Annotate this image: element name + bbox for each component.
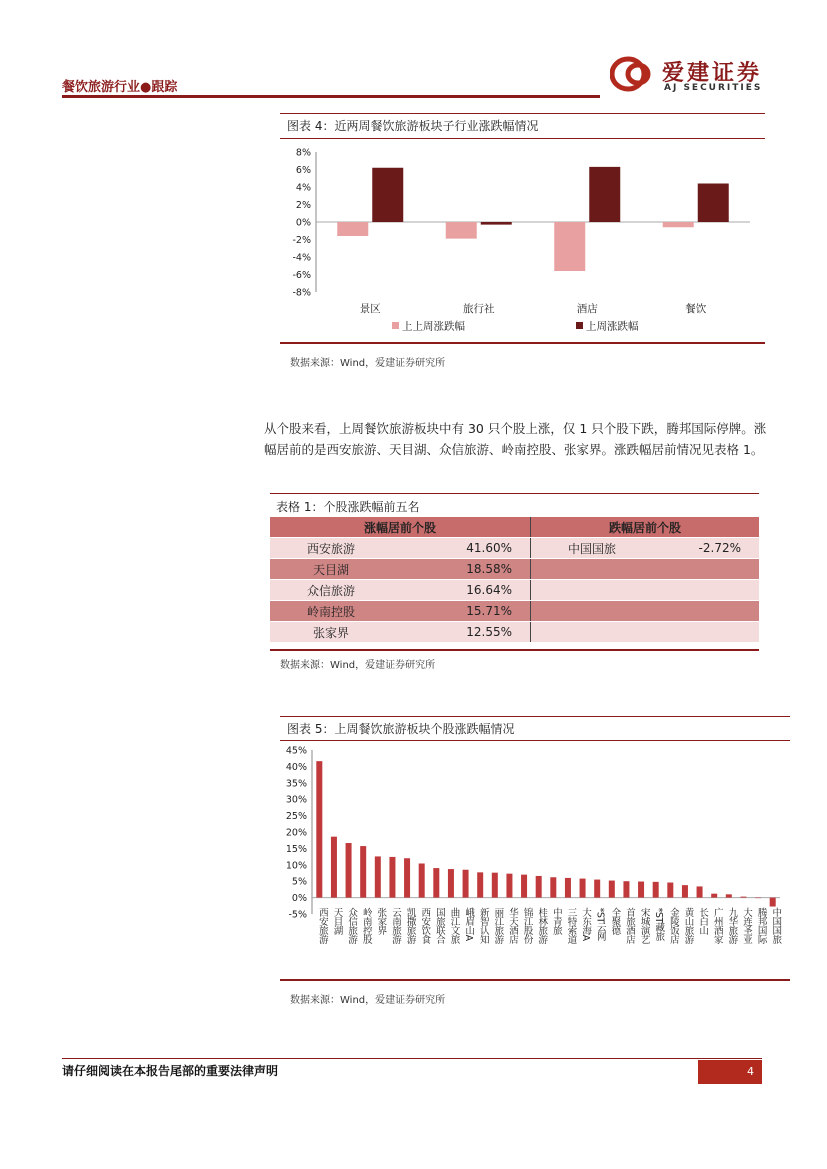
- x-tick-label: 峨眉山A: [463, 907, 475, 941]
- footer-rule: [62, 1058, 762, 1059]
- x-tick-label: 西安饮食: [419, 907, 431, 944]
- y-tick-label: 35%: [285, 778, 307, 790]
- x-tick-label: 腾邦国际: [755, 907, 767, 944]
- y-tick-label: 40%: [285, 761, 307, 773]
- table-header-row: [270, 517, 759, 538]
- stock-bar: [463, 870, 469, 898]
- bar-prev-week: [663, 222, 694, 227]
- stock-bar: [389, 857, 395, 898]
- x-tick-label: 首旅酒店: [623, 907, 635, 944]
- down-name: [531, 601, 654, 622]
- x-tick-label: *ST云网: [594, 907, 606, 941]
- fig5-chart: [280, 742, 790, 978]
- y-tick-label: 8%: [295, 147, 311, 159]
- stock-bar: [346, 843, 352, 898]
- up-value: 16.64%: [392, 580, 531, 601]
- down-value: [653, 622, 759, 643]
- x-tick-label: 中国国旅: [770, 907, 782, 944]
- stock-bar: [711, 894, 717, 898]
- down-name: [531, 622, 654, 643]
- bar-prev-week: [554, 222, 585, 271]
- up-name: 众信旅游: [270, 580, 392, 601]
- page-number: 4: [698, 1060, 762, 1084]
- top5-table: [270, 517, 759, 643]
- x-tick-label: 新智认知: [477, 907, 489, 944]
- logo-text-en: AJ SECURITIES: [664, 83, 763, 93]
- up-name: 西安旅游: [270, 538, 392, 559]
- legend-swatch: [576, 322, 583, 329]
- y-tick-label: 10%: [285, 860, 307, 872]
- down-name: 中国国旅: [531, 538, 654, 559]
- stock-bar: [697, 886, 703, 897]
- stock-bar: [682, 885, 688, 897]
- stock-bar: [404, 858, 410, 897]
- x-tick-label: 旅行社: [463, 303, 495, 315]
- up-name: 张家界: [270, 622, 392, 643]
- body-paragraph: 从个股来看，上周餐饮旅游板块中有 30 只个股上涨，仅 1 只个股下跌，腾邦国际停牌。涨幅居前的是西安旅游、天目湖、众信旅游、岭南控股、张家界。涨跌幅居前情况见表格 1。: [264, 421, 767, 457]
- x-tick-label: 中青旅: [550, 907, 562, 935]
- logo-text-cn: 爱建证券: [662, 60, 763, 86]
- up-name: 天目湖: [270, 559, 392, 580]
- up-value: 12.55%: [392, 622, 531, 643]
- fig5-title-rule: [280, 740, 790, 741]
- brand-logo: [610, 56, 770, 96]
- y-tick-label: 20%: [285, 827, 307, 839]
- y-tick-label: 0%: [295, 217, 311, 229]
- x-tick-label: 黄山旅游: [682, 907, 694, 944]
- stock-bar: [448, 869, 454, 898]
- x-tick-label: 金陵饭店: [667, 907, 679, 944]
- header-title: 餐饮旅游行业●跟踪: [62, 80, 178, 95]
- down-value: [653, 601, 759, 622]
- stock-bar: [755, 898, 761, 899]
- y-tick-label: -8%: [292, 287, 311, 299]
- stock-bar: [536, 876, 542, 898]
- stock-bar: [609, 881, 615, 898]
- legend-label: 上周涨跌幅: [586, 320, 639, 333]
- stock-bar: [316, 761, 322, 897]
- bar-prev-week: [337, 222, 368, 236]
- stock-bar: [580, 879, 586, 898]
- x-tick-label: 桂林旅游: [536, 907, 548, 944]
- stock-bar: [492, 873, 498, 898]
- x-tick-label: 景区: [359, 303, 381, 315]
- x-tick-label: *ST藏旅: [653, 907, 665, 941]
- stock-bar: [770, 898, 776, 907]
- y-tick-label: 6%: [295, 165, 311, 176]
- fig4-title: 图表 4：近两周餐饮旅游板块子行业涨跌幅情况: [287, 119, 539, 133]
- table1-source: 数据来源：Wind，爱建证券研究所: [280, 660, 436, 671]
- bar-last-week: [481, 222, 512, 225]
- logo-mark-icon: [610, 56, 658, 92]
- up-value: 18.58%: [392, 559, 531, 580]
- stock-bar: [419, 863, 425, 897]
- stock-bar: [565, 878, 571, 898]
- x-tick-label: 广州酒家: [711, 907, 723, 944]
- x-tick-label: 九华旅游: [726, 907, 738, 944]
- down-value: -2.72%: [653, 538, 759, 559]
- header-rule: [62, 95, 600, 98]
- table-row: [270, 622, 759, 643]
- stock-bar: [477, 872, 483, 897]
- bar-last-week: [698, 184, 729, 223]
- fig5-top-rule: [280, 716, 790, 717]
- header-up: 涨幅居前个股: [270, 517, 531, 538]
- down-name: [531, 580, 654, 601]
- up-name: 岭南控股: [270, 601, 392, 622]
- x-tick-label: 众信旅游: [346, 907, 358, 944]
- stock-bar: [726, 894, 732, 897]
- y-tick-label: 25%: [285, 811, 307, 823]
- stock-bar: [521, 875, 527, 898]
- x-tick-label: 西安旅游: [316, 907, 328, 944]
- table-row: [270, 580, 759, 601]
- y-tick-label: 45%: [285, 745, 307, 757]
- y-tick-label: -2%: [292, 235, 311, 246]
- up-value: 41.60%: [392, 538, 531, 559]
- y-tick-label: 4%: [295, 182, 311, 194]
- fig4-source: 数据来源：Wind，爱建证券研究所: [290, 358, 446, 369]
- x-tick-label: 大连圣亚: [740, 907, 752, 944]
- stock-bar: [667, 883, 673, 898]
- down-name: [531, 559, 654, 580]
- x-tick-label: 全聚德: [609, 907, 621, 935]
- bar-prev-week: [446, 222, 477, 239]
- table-row: [270, 538, 759, 559]
- stock-bar: [653, 882, 659, 898]
- y-tick-label: 2%: [295, 200, 311, 211]
- x-tick-label: 曲江文旅: [448, 907, 460, 944]
- stock-bar: [623, 881, 629, 897]
- y-tick-label: -6%: [292, 270, 311, 281]
- down-value: [653, 559, 759, 580]
- x-tick-label: 餐饮: [685, 303, 707, 315]
- x-tick-label: 长白山: [697, 907, 709, 935]
- x-tick-label: 华天酒店: [506, 907, 518, 944]
- x-tick-label: 岭南控股: [360, 907, 372, 944]
- fig4-title-rule: [280, 138, 765, 139]
- x-tick-label: 锦江股份: [521, 907, 533, 944]
- y-tick-label: 15%: [285, 843, 307, 855]
- fig4-chart: [280, 140, 765, 340]
- stock-bar: [506, 874, 512, 898]
- fig4-top-rule: [280, 113, 765, 114]
- x-tick-label: 酒店: [576, 303, 598, 315]
- x-tick-label: 三特索道: [565, 907, 577, 944]
- table-row: [270, 601, 759, 622]
- footer-disclaimer: 请仔细阅读在本报告尾部的重要法律声明: [62, 1064, 279, 1078]
- x-tick-label: 张家界: [375, 907, 387, 935]
- fig5-title: 图表 5：上周餐饮旅游板块个股涨跌幅情况: [287, 722, 515, 736]
- stock-bar: [360, 846, 366, 898]
- fig5-bottom-rule: [280, 979, 790, 981]
- x-tick-label: 凯撒旅游: [404, 907, 416, 944]
- stock-bar: [550, 877, 556, 897]
- x-tick-label: 丽江旅游: [492, 907, 504, 944]
- x-tick-label: 宋城演艺: [638, 907, 650, 944]
- down-value: [653, 580, 759, 601]
- table-row: [270, 559, 759, 580]
- y-tick-label: 0%: [291, 893, 307, 905]
- y-tick-label: 5%: [291, 876, 307, 888]
- stock-bar: [740, 897, 746, 898]
- x-tick-label: 大东海A: [580, 907, 592, 941]
- stock-bar: [594, 880, 600, 898]
- stock-bar: [638, 882, 644, 898]
- stock-bar: [331, 837, 337, 898]
- x-tick-label: 国旅联合: [433, 907, 445, 944]
- legend-label: 上上周涨跌幅: [402, 320, 465, 333]
- bar-last-week: [589, 167, 620, 222]
- fig5-source: 数据来源：Wind，爱建证券研究所: [290, 995, 446, 1006]
- stock-bar: [433, 868, 439, 898]
- y-tick-label: -4%: [292, 252, 311, 264]
- table1-top-rule: [270, 493, 759, 494]
- x-tick-label: 云南旅游: [389, 907, 401, 944]
- table1-title: 表格 1：个股涨跌幅前五名: [276, 500, 420, 514]
- bar-last-week: [372, 168, 403, 222]
- stock-bar: [375, 856, 381, 897]
- y-tick-label: -5%: [288, 909, 307, 921]
- header-down: 跌幅居前个股: [531, 517, 760, 538]
- fig4-bottom-rule: [280, 342, 765, 344]
- table1-bottom-rule: [270, 649, 759, 651]
- y-tick-label: 30%: [285, 794, 307, 806]
- legend-swatch: [392, 322, 399, 329]
- x-tick-label: 天目湖: [331, 907, 343, 935]
- up-value: 15.71%: [392, 601, 531, 622]
